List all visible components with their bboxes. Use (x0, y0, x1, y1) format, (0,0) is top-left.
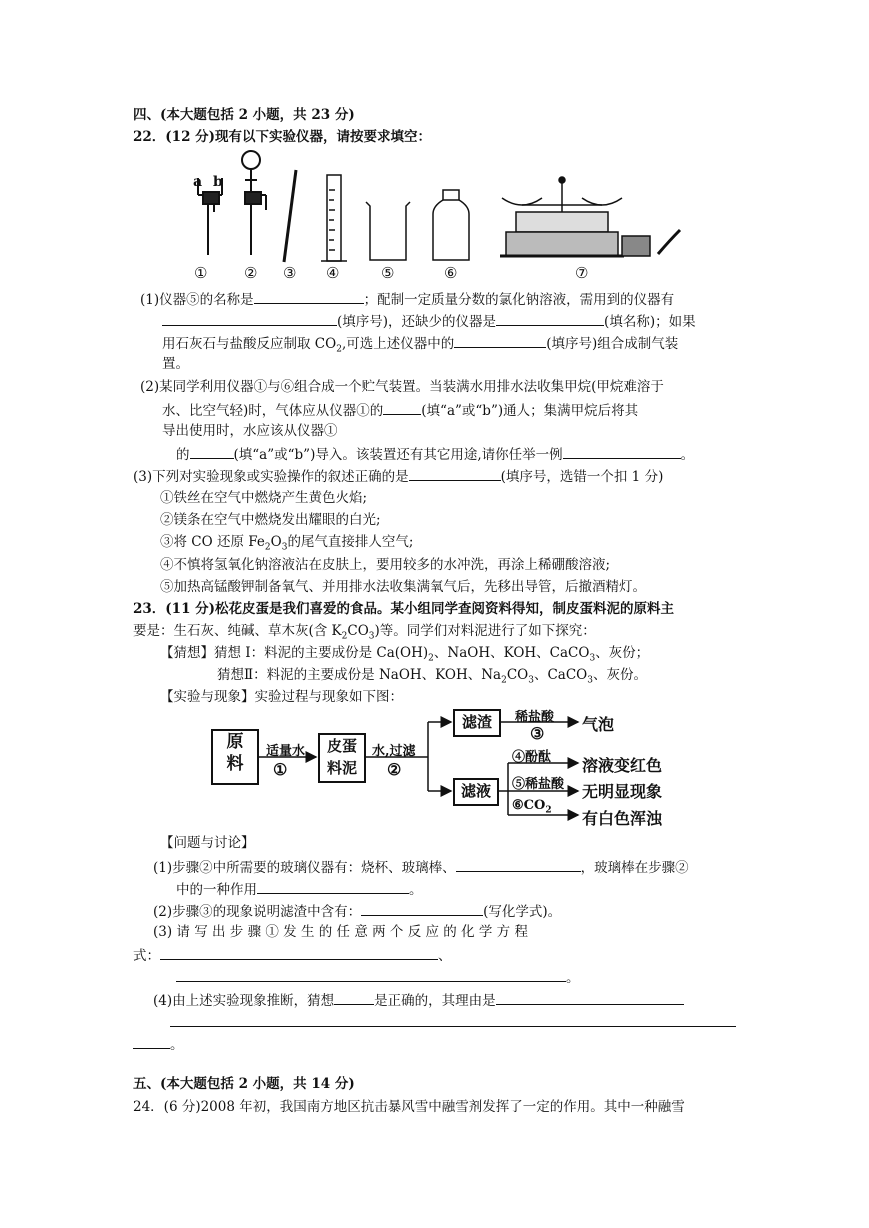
q22-p1-l3b: ,可选上述仪器中的 (341, 336, 455, 352)
q22-p2-l2a: 水、比空气轻)时，气体应从仪器①的 (162, 403, 384, 419)
q23-intro-l2c: )等。同学们对料泥进行了如下探究： (374, 623, 596, 639)
q23-intro-l2a: 要是：生石灰、纯碱、草木灰(含 K (133, 623, 342, 639)
flow-residue-step: ③ (530, 724, 545, 743)
flow-filtrate-reagent-5: ⑤稀盐酸 (512, 777, 565, 792)
answer-blank[interactable] (160, 945, 438, 960)
subscript: 3 (528, 675, 534, 686)
guess2-b: CO (506, 667, 529, 683)
q22-option-4: ④不慎将氢氧化钠溶液沾在皮肤上，要用较多的水冲洗，再涂上稀硼酸溶液; (160, 557, 611, 573)
q22-option-1: ①铁丝在空气中燃烧产生黄色火焰; (160, 490, 368, 506)
flow-result-turbid: 有白色浑浊 (582, 809, 663, 828)
q22-intro-text: 22．(12 分)现有以下实验仪器，请按要求填空： (133, 129, 432, 145)
instrument-number-6: ⑥ (444, 264, 458, 282)
q22-p1-l3c: (填序号)组合成制气装 (546, 336, 679, 352)
opt3-c: 的尾气直接排人空气; (287, 534, 414, 550)
q22-p2-line1: (2)某同学利用仪器①与⑥组合成一个贮气装置。当装满水用排水法收集甲烷(甲烷难溶于 (140, 379, 664, 395)
q22-option-5: ⑤加热高锰酸钾制备氧气、并用排水法收集满氧气后，先移出导管，后撤酒精灯。 (160, 579, 646, 595)
guess-heading: 【猜想】 (160, 645, 214, 661)
subscript: 2 (501, 675, 507, 686)
answer-blank[interactable] (496, 990, 684, 1005)
subscript: 3 (589, 653, 596, 664)
q23-d4-line1 (153, 990, 684, 1010)
instrument-number-2: ② (244, 264, 258, 282)
mud-text-2: 料泥 (326, 759, 357, 777)
q23-d1-line1 (153, 857, 689, 877)
q23-d1-line2 (176, 879, 423, 899)
flow-step2-number: ② (387, 760, 402, 779)
d4-l1b: 是正确的，其理由是 (374, 993, 496, 1009)
d3-l2a: 式： (133, 948, 160, 964)
subscript: 2 (545, 805, 552, 816)
guess1-b: 、NaOH、KOH、CaCO (433, 645, 590, 661)
subscript: 2 (341, 631, 348, 642)
d3-l2b: 、 (438, 948, 452, 964)
q23-d3-line3 (176, 967, 580, 987)
flow-step2-label: 水,过滤 (372, 744, 416, 759)
flow-result-bubbles: 气泡 (582, 715, 615, 734)
d1-l2a: 中的一种作用 (176, 882, 257, 898)
raw-char-2: 料 (226, 754, 244, 774)
mud-text-1: 皮蛋 (326, 737, 357, 755)
answer-blank[interactable] (456, 857, 581, 872)
label-b: b (213, 174, 223, 190)
q22-p2-l4b: (填“a”或“b”)导入。该装置还有其它用途,请你任举一例 (233, 447, 563, 463)
q22-p2-l2b: (填“a”或“b”)通人；集满甲烷后将其 (421, 403, 639, 419)
q22-p1-l1a: (1)仪器⑤的名称是 (140, 292, 254, 308)
d2-a: (2)步骤③的现象说明滤渣中含有： (153, 904, 362, 920)
q22-p1-l3a: 用石灰石与盐酸反应制取 CO (162, 336, 337, 352)
flow-residue-reagent: 稀盐酸 (515, 710, 555, 725)
q23-d4-line3 (133, 1034, 184, 1054)
instrument-number-3: ③ (283, 264, 297, 282)
q22-p2-l4c: 。 (680, 447, 695, 463)
subscript: 3 (281, 542, 288, 553)
raw-char-1: 原 (226, 732, 244, 752)
answer-blank[interactable] (361, 901, 483, 916)
q23-d3-line1: (3) 请 写 出 步 骤 ① 发 生 的 任 意 两 个 反 应 的 化 学 方 程 (153, 924, 528, 940)
subscript: 2 (428, 653, 434, 664)
label-a: a (193, 174, 203, 190)
instrument-number-7: ⑦ (575, 264, 589, 282)
guess2-a: 猜想Ⅱ：料泥的主要成份是 NaOH、KOH、Na (217, 667, 502, 683)
q22-p3-l1b: (填序号，选错一个扣 1 分) (500, 469, 664, 485)
flow-result-none: 无明显现象 (582, 782, 663, 801)
answer-blank[interactable] (133, 1034, 170, 1049)
q24-intro-text: 24．(6 分)2008 年初，我国南方地区抗击暴风雪中融雪剂发挥了一定的作用。其中一种融雪 (133, 1099, 685, 1115)
q24-intro (133, 1098, 685, 1116)
section-5-title: 五、(本大题包括 2 小题，共 14 分) (133, 1076, 355, 1092)
q22-p1-line4: 置。 (162, 356, 189, 372)
guess2-d: 、灰份。 (592, 667, 647, 683)
instrument-number-5: ⑤ (381, 264, 395, 282)
q23-discussion-heading: 【问题与讨论】 (160, 835, 255, 851)
d3-l3: 。 (566, 970, 580, 986)
answer-blank[interactable] (334, 990, 374, 1005)
guess2-c: 、CaCO (533, 667, 588, 683)
flow-box-residue: 滤渣 (453, 709, 501, 737)
answer-blank[interactable] (170, 1012, 736, 1027)
co2-text: ⑥CO (512, 798, 546, 813)
flow-box-egg-mud (318, 733, 366, 783)
q23-experiment-heading: 【实验与现象】实验过程与现象如下图： (160, 689, 403, 705)
q22-p3-l1a: (3)下列对实验现象或实验操作的叙述正确的是 (133, 469, 409, 485)
instrument-number-4: ④ (326, 264, 340, 282)
flow-box-filtrate: 滤液 (453, 778, 499, 806)
flow-step1-number: ① (273, 760, 288, 779)
q22-p1-l2b: (填名称)；如果 (604, 314, 696, 330)
flow-result-red: 溶液变红色 (582, 756, 663, 775)
d2-b: (写化学式)。 (483, 904, 562, 920)
flow-filtrate-reagent-4: ④酚酞 (512, 750, 552, 765)
subscript: 3 (368, 631, 375, 642)
subscript: 2 (264, 542, 271, 553)
opt3-b: O (270, 534, 282, 550)
q22-p1-l2a: (填序号)，还缺少的仪器是 (337, 314, 497, 330)
q23-d4-line2 (170, 1012, 736, 1032)
opt3-a: ③将 CO 还原 Fe (160, 534, 265, 550)
q23-intro-l2b: CO (347, 623, 369, 639)
guess1-c: 、灰份； (595, 645, 650, 661)
d1-l1b: ，玻璃棒在步骤② (580, 860, 689, 876)
q23-intro-l1: 23．(11 分)松花皮蛋是我们喜爱的食品。某小组同学查阅资料得知，制皮蛋料泥的原料主 (133, 601, 675, 617)
q23-d3-line2 (133, 945, 452, 965)
flow-step1-label: 适量水 (266, 744, 306, 759)
q22-p1-l1b: ；配制一定质量分数的氯化钠溶液，需用到的仪器有 (363, 292, 675, 308)
q22-p2-l4a: 的 (176, 447, 190, 463)
subscript: 2 (336, 344, 342, 355)
q22-option-2: ②镁条在空气中燃烧发出耀眼的白光; (160, 512, 381, 528)
subscript: 3 (587, 675, 593, 686)
q22-p2-line3: 导出使用时，水应该从仪器① (162, 423, 338, 439)
flow-box-raw-material (211, 729, 259, 785)
d1-l2b: 。 (409, 882, 423, 898)
d1-l1a: (1)步骤②中所需要的玻璃仪器有：烧杯、玻璃棒、 (153, 860, 456, 876)
d4-l3: 。 (170, 1037, 184, 1053)
q23-d2-line (153, 901, 561, 921)
d4-l1a: (4)由上述实验现象推断，猜想 (153, 993, 335, 1009)
guess1-a: 猜想 I：料泥的主要成份是 Ca(OH) (214, 645, 429, 661)
section-4-title: 四、(本大题包括 2 小题，共 23 分) (133, 107, 355, 123)
answer-blank[interactable] (176, 967, 566, 982)
flow-filtrate-reagent-6 (512, 798, 552, 816)
instrument-number-1: ① (194, 264, 208, 282)
answer-blank[interactable] (257, 879, 409, 894)
